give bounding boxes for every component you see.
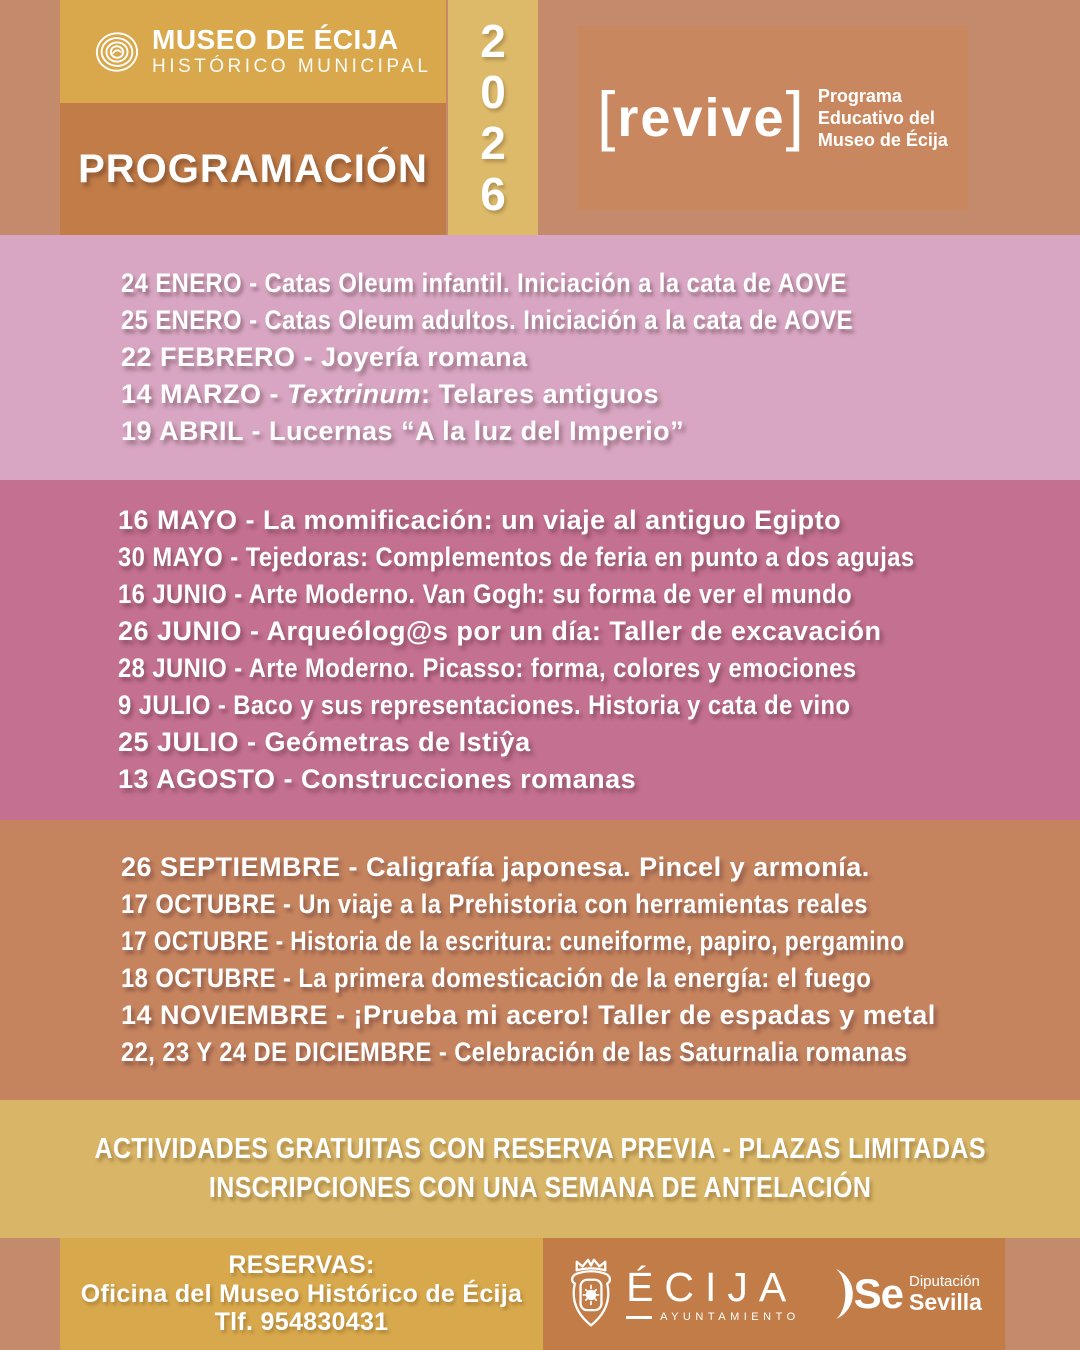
reservations-phone: Tlf. 954830431: [214, 1308, 389, 1337]
events-section-summer: [0, 480, 1080, 820]
event-item: 18 OCTUBRE - La primera domesticación de la energía: el fuego: [121, 963, 872, 993]
event-item: 25 ENERO - Catas Oleum adultos. Iniciación a la cata de AOVE: [121, 305, 853, 335]
revive-tagline-line: Programa: [817, 85, 902, 106]
ecija-name: ÉCIJA: [626, 1264, 798, 1310]
revive-bracket-close: ]: [785, 77, 806, 152]
event-item: 17 OCTUBRE - Un viaje a la Prehistoria con herramientas reales: [121, 889, 868, 919]
event-item: 25 JULIO - Geómetras de Istiŷa: [118, 727, 531, 757]
notice-line: INSCRIPCIONES CON UNA SEMANA DE ANTELACIÓN: [208, 1172, 872, 1204]
reservations-title: RESERVAS:: [228, 1251, 375, 1280]
diputacion-sevilla-logo: [828, 1266, 982, 1322]
ecija-city-logo: [566, 1256, 800, 1332]
event-item: 30 MAYO - Tejedoras: Complementos de feria en punto a dos agujas: [118, 542, 915, 572]
event-item: 26 JUNIO - Arqueólog@s por un día: Taller de excavación: [118, 616, 882, 646]
page-title: PROGRAMACIÓN: [78, 146, 428, 191]
program-title-box: [60, 103, 446, 235]
event-item: 28 JUNIO - Arte Moderno. Picasso: forma, colores y emociones: [118, 653, 857, 683]
ecija-wordmark: [626, 1265, 800, 1323]
event-item: 26 SEPTIEMBRE - Caligrafía japonesa. Pincel y armonía.: [121, 852, 870, 882]
museum-subtitle: HISTÓRICO MUNICIPAL: [152, 55, 432, 77]
institution-logos-box: [543, 1238, 1005, 1350]
event-item: 16 MAYO - La momificación: un viaje al antiguo Egipto: [118, 505, 842, 535]
museum-title-block: [152, 25, 431, 79]
event-item: 13 AGOSTO - Construcciones romanas: [118, 764, 637, 794]
event-item: 22, 23 Y 24 DE DICIEMBRE - Celebración de las Saturnalia romanas: [121, 1037, 908, 1067]
revive-program-box: [577, 25, 968, 210]
museum-spiral-icon: [94, 29, 140, 75]
reservations-box: [60, 1238, 543, 1350]
revive-bracket-open: [: [597, 77, 618, 152]
event-item: 16 JUNIO - Arte Moderno. Van Gogh: su forma de ver el mundo: [118, 579, 853, 609]
museum-name: MUSEO DE ÉCIJA: [152, 23, 399, 55]
event-item: 14 MARZO - Textrinum: Telares antiguos: [121, 379, 660, 409]
event-item: 14 NOVIEMBRE - ¡Prueba mi acero! Taller de espadas y metal: [121, 1000, 936, 1030]
ecija-subtitle: AYUNTAMIENTO: [660, 1311, 800, 1323]
event-item: 17 OCTUBRE - Historia de la escritura: cuneiforme, papiro, pergamino: [121, 926, 905, 956]
year-digit: 2: [480, 14, 506, 67]
diputacion-label: Diputación: [909, 1273, 980, 1290]
year-digit: 2: [480, 116, 506, 169]
ecija-crest-icon: [566, 1256, 616, 1332]
diputacion-se-mark: Se: [853, 1270, 904, 1317]
revive-name: revive: [617, 87, 786, 148]
notice-line: ACTIVIDADES GRATUITAS CON RESERVA PREVIA - PLAZAS LIMITADAS: [94, 1133, 986, 1165]
revive-tagline-line: Museo de Écija: [817, 129, 948, 150]
year-digit: 6: [480, 167, 506, 220]
event-item: 19 ABRIL - Lucernas “A la luz del Imperio”: [121, 416, 685, 446]
year-strip: [448, 0, 538, 235]
revive-tagline: [818, 85, 948, 151]
revive-tagline-line: Educativo del: [817, 107, 935, 128]
diputacion-crescent-icon: [828, 1266, 903, 1322]
events-section-winter-spring: [0, 235, 1080, 480]
event-latin-term: Textrinum: [287, 379, 422, 409]
notice-band: [0, 1100, 1080, 1238]
ecija-underline: [626, 1316, 652, 1319]
event-item: 22 FEBRERO - Joyería romana: [121, 342, 528, 372]
event-item: 9 JULIO - Baco y sus representaciones. Historia y cata de vino: [118, 690, 851, 720]
revive-logo: [597, 77, 806, 152]
museum-logo-box: [60, 0, 446, 103]
reservations-office: Oficina del Museo Histórico de Écija: [80, 1279, 523, 1308]
year-digit: 0: [480, 65, 506, 118]
events-section-autumn: [0, 820, 1080, 1100]
diputacion-sevilla-label: Sevilla: [909, 1289, 982, 1315]
event-item: 24 ENERO - Catas Oleum infantil. Iniciación a la cata de AOVE: [121, 268, 847, 298]
